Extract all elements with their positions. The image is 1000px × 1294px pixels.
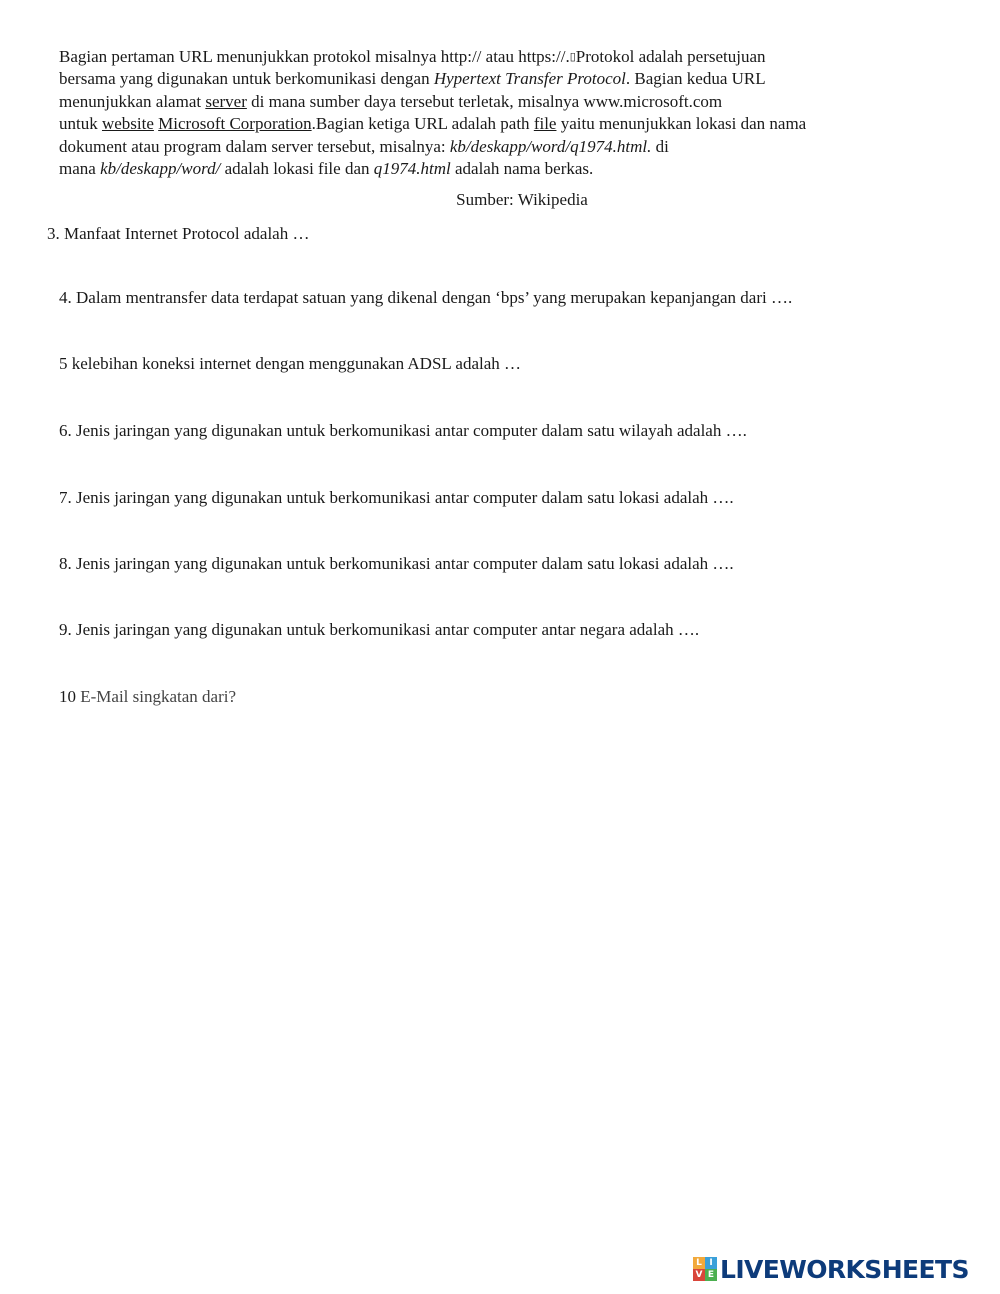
question-8: 8. Jenis jaringan yang digunakan untuk berkomunikasi antar computer dalam satu lokasi adalah …. (59, 554, 734, 573)
question-5: 5 kelebihan koneksi internet dengan menggunakan ADSL adalah … (59, 354, 522, 373)
question-7: 7. Jenis jaringan yang digunakan untuk berkomunikasi antar computer dalam satu lokasi adalah …. (59, 488, 734, 507)
question-9: 9. Jenis jaringan yang digunakan untuk berkomunikasi antar computer antar negara adalah …. (59, 620, 700, 639)
liveworksheets-logo (693, 1253, 993, 1285)
missing-glyph: ▯ (569, 51, 576, 63)
paragraph-line-5: dokument atau program dalam server tersebut, misalnya: kb/deskapp/word/q1974.html. di (59, 136, 669, 156)
live-icon-letter: V (693, 1269, 705, 1281)
microsoft-corporation-link[interactable]: Microsoft Corporation (158, 114, 312, 134)
question-3: 3. Manfaat Internet Protocol adalah … (47, 224, 310, 243)
url-paragraph (59, 46, 949, 180)
paragraph-line-1: Bagian pertaman URL menunjukkan protokol misalnya http:// atau https://.▯Protokol adalah persetujuan (59, 47, 766, 66)
live-icon-letter: I (705, 1257, 717, 1269)
server-link[interactable]: server (205, 91, 247, 111)
paragraph-line-4: untuk website Microsoft Corporation.Bagian ketiga URL adalah path file yaitu menunjukkan lokasi dan nama (59, 114, 807, 134)
question-6: 6. Jenis jaringan yang digunakan untuk berkomunikasi antar computer dalam satu wilayah adalah …. (59, 421, 747, 440)
question-10: 10 E-Mail singkatan dari? (59, 687, 237, 706)
paragraph-line-3: menunjukkan alamat server di mana sumber daya tersebut terletak, misalnya www.microsoft.com (59, 91, 723, 111)
live-icon (693, 1257, 717, 1281)
paragraph-line-2: bersama yang digunakan untuk berkomunikasi dengan Hypertext Transfer Protocol. Bagian kedua URL (59, 69, 766, 89)
question-4: 4. Dalam mentransfer data terdapat satuan yang dikenal dengan ‘bps’ yang merupakan kepanjangan dari …. (59, 288, 793, 307)
live-icon-letter: E (705, 1269, 717, 1281)
source-citation: Sumber: Wikipedia (456, 190, 588, 209)
file-link[interactable]: file (533, 114, 557, 134)
website-link[interactable]: website (101, 114, 154, 134)
paragraph-line-6: mana kb/deskapp/word/ adalah lokasi file dan q1974.html adalah nama berkas. (59, 159, 594, 179)
logo-text: LIVEWORKSHEETS (720, 1254, 969, 1284)
live-icon-letter: L (693, 1257, 705, 1269)
